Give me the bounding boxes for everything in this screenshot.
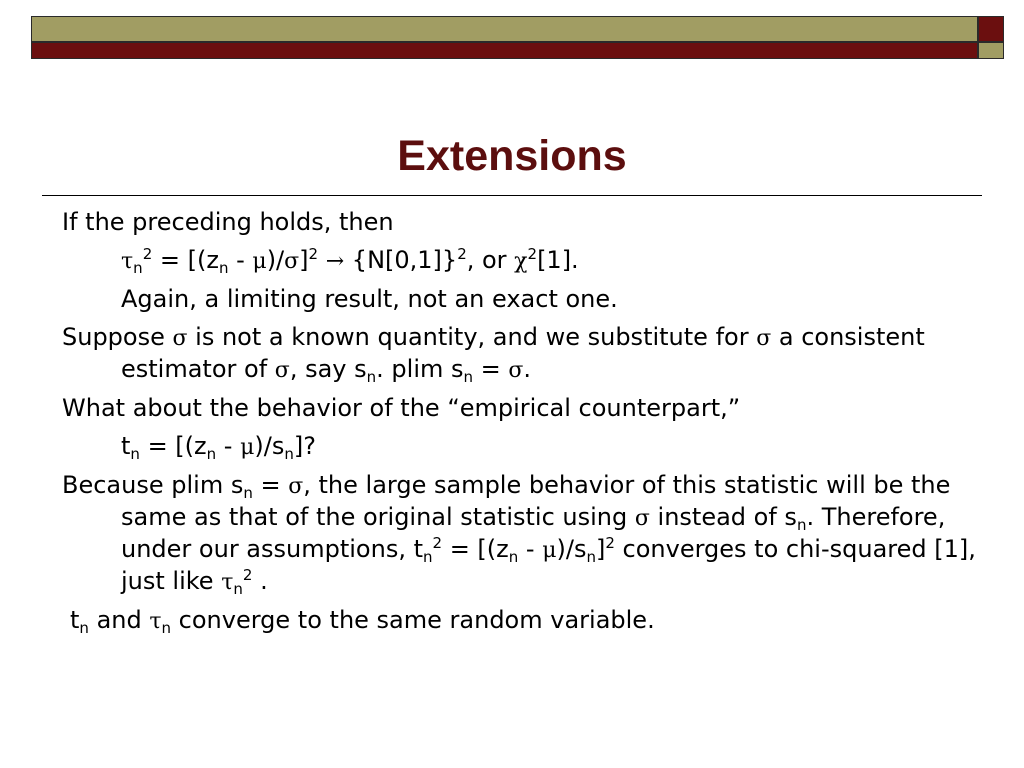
title-divider	[42, 195, 982, 196]
bullet-line-3: Again, a limiting result, not an exact one.	[121, 285, 618, 313]
bullet-line-8: $t_n$ and $\tau_n$ converge to the same random variable.	[70, 606, 655, 637]
bullet-line-6: $t_n = [(z_n - \mu)/s_n]$?	[121, 432, 316, 463]
slide-body	[62, 207, 992, 644]
slide-title: Extensions	[397, 132, 627, 180]
header-olive-square	[978, 42, 1004, 59]
header-maroon-square	[978, 16, 1004, 42]
bullet-line-4: Suppose σ is not a known quantity, and we substitute for σ a consistent estimator of σ, say $s_n$. plim $s_n = \sigma$.	[62, 323, 925, 386]
bullet-line-7: Because plim $s_n = \sigma$, the large sample behavior of this statistic will be the same as that of the original statistic using σ instead of $s_n$. Therefore, under our assumptions, $t_n^2 = [(z_n - \mu)/s_n]^2$ converges to chi-squared [1], just like $\tau_n^2$ .	[62, 471, 976, 598]
header-olive-bar	[31, 16, 978, 42]
bullet-line-5: What about the behavior of the “empirical counterpart,”	[62, 394, 741, 422]
bullet-line-2: $\tau_n^2 = [(z_n - \mu)/\sigma]^2 \to \{N[0,1]\}^2$, or $\chi^2[1]$.	[121, 245, 579, 277]
header-maroon-bar	[31, 42, 978, 59]
bullet-line-1: If the preceding holds, then	[62, 208, 394, 236]
